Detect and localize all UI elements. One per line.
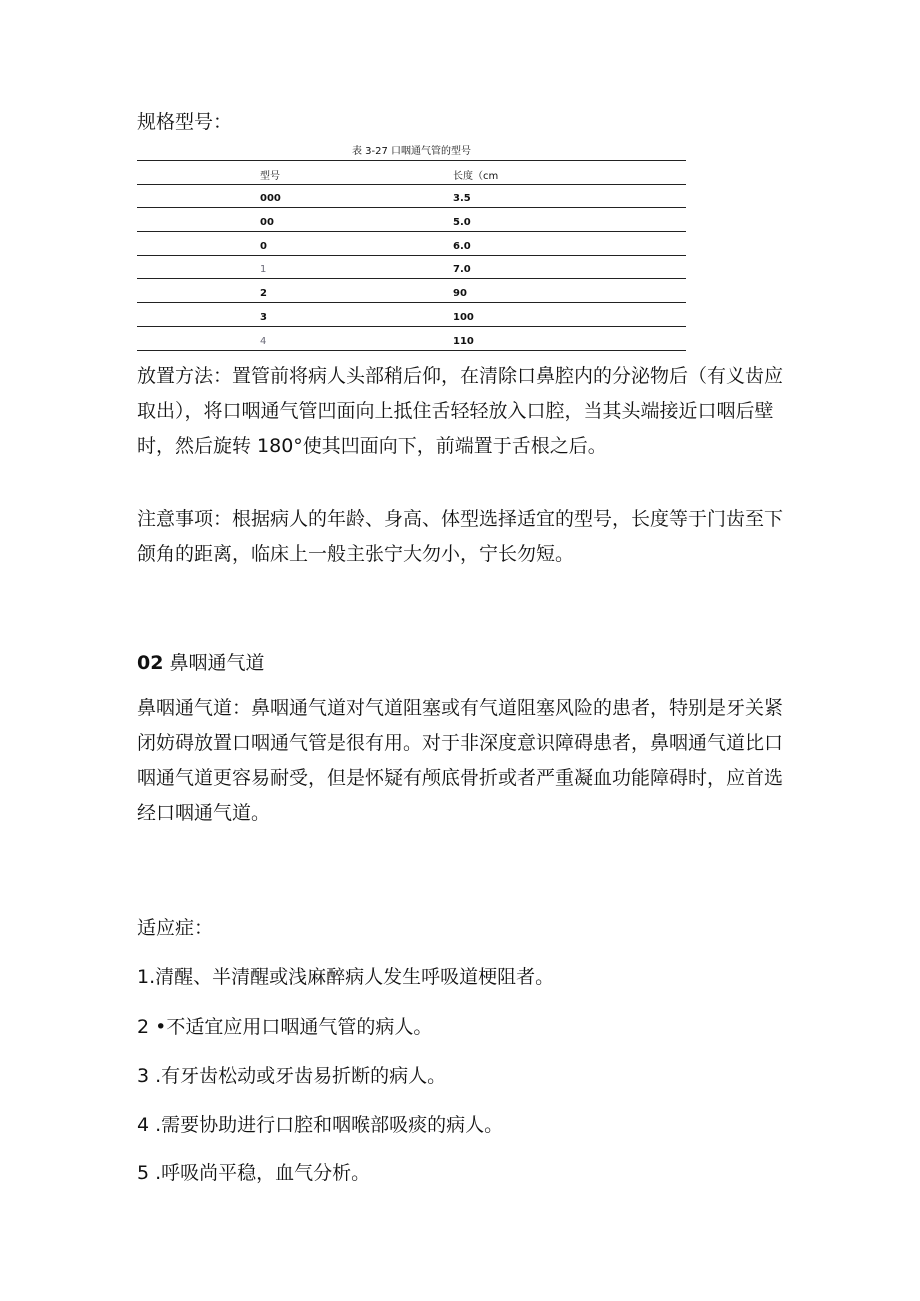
notes-paragraph: 注意事项：根据病人的年龄、身高、体型选择适宜的型号，长度等于门齿至下颌角的距离，临床上一般主张宁大勿小，宁长勿短。 xyxy=(137,508,784,565)
indication-item: 5 .呼吸尚平稳，血气分析。 xyxy=(137,1162,371,1184)
cell-model: 00 xyxy=(260,217,274,229)
table-caption: 表 3-27 口咽通气管的型号 xyxy=(351,146,472,157)
table-row xyxy=(137,302,686,326)
table-row xyxy=(137,184,686,208)
cell-length: 110 xyxy=(453,335,474,347)
cell-length: 6.0 xyxy=(453,240,471,252)
indication-item: 1.清醒、半清醒或浅麻醉病人发生呼吸道梗阻者。 xyxy=(137,966,555,988)
nasal-airway-paragraph: 鼻咽通气道：鼻咽通气道对气道阻塞或有气道阻塞风险的患者，特别是牙关紧闭妨碍放置口咽通气管是很有用。对于非深度意识障碍患者，鼻咽通气道比口咽通气道更容易耐受，但是怀疑有颅底骨折或者严重凝血功能障碍时，应首选经口咽通气道。 xyxy=(137,697,784,824)
cell-length: 5.0 xyxy=(453,217,471,229)
table-row xyxy=(137,255,686,279)
indications-label: 适应症： xyxy=(137,917,214,939)
table-row xyxy=(137,207,686,231)
table-header-row xyxy=(137,160,686,184)
cell-model: 2 xyxy=(260,288,267,300)
table-row xyxy=(137,231,686,255)
cell-model: 1 xyxy=(260,264,267,276)
cell-length: 100 xyxy=(453,311,474,323)
spec-label: 规格型号： xyxy=(137,111,233,133)
indication-item: 3 .有牙齿松动或牙齿易折断的病人。 xyxy=(137,1065,447,1087)
cell-model: 0 xyxy=(260,240,267,252)
header-model: 型号 xyxy=(260,170,280,182)
cell-model: 4 xyxy=(260,335,267,347)
cell-length: 7.0 xyxy=(453,264,471,276)
table-row xyxy=(137,326,686,351)
header-length: 长度（cm xyxy=(453,170,499,182)
indication-item: 2 •不适宜应用口咽通气管的病人。 xyxy=(137,1016,433,1038)
placement-paragraph: 放置方法：置管前将病人头部稍后仰，在清除口鼻腔内的分泌物后（有义齿应取出），将口咽通气管凹面向上抵住舌轻轻放入口腔，当其头端接近口咽后壁时，然后旋转 180°使其凹面向下，前端置于舌根之后。 xyxy=(137,365,784,457)
section-title: 鼻咽通气道 xyxy=(169,652,265,674)
indication-item: 4 .需要协助进行口腔和咽喉部吸痰的病人。 xyxy=(137,1114,504,1136)
section-heading xyxy=(137,646,265,681)
model-table xyxy=(137,160,686,351)
cell-length: 90 xyxy=(453,288,467,300)
cell-length: 3.5 xyxy=(453,193,471,205)
cell-model: 000 xyxy=(260,193,281,205)
section-number: 02 xyxy=(137,652,164,674)
table-row xyxy=(137,278,686,302)
cell-model: 3 xyxy=(260,311,267,323)
